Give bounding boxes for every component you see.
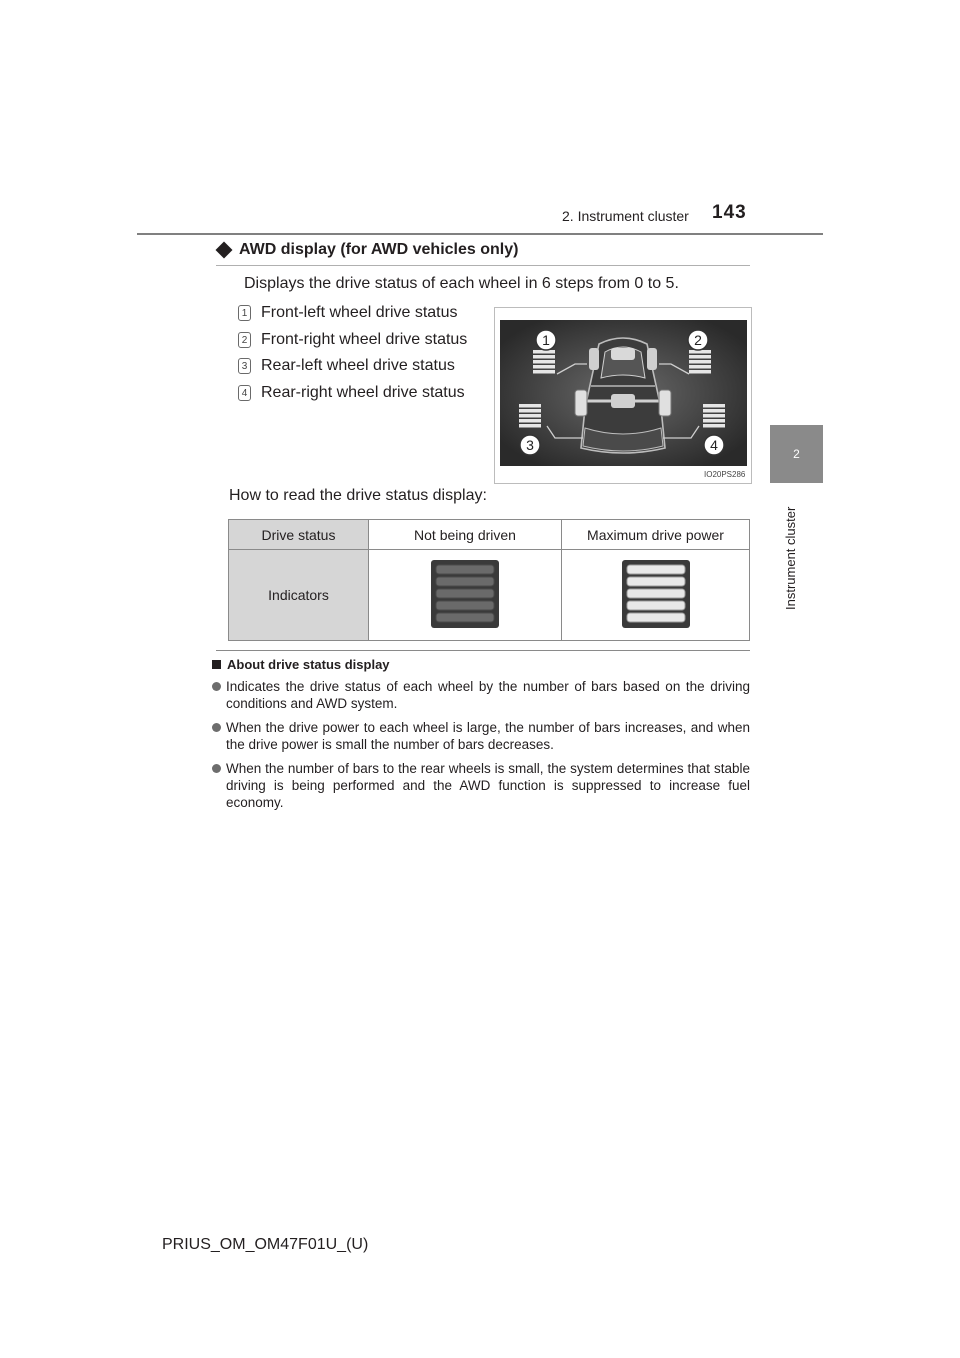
section-title bbox=[216, 241, 518, 259]
indicator-bar bbox=[627, 601, 685, 610]
about-bullet-1 bbox=[212, 678, 750, 712]
page-number: 143 bbox=[712, 202, 747, 223]
svg-text:2: 2 bbox=[694, 332, 702, 348]
wheel-bar bbox=[519, 414, 541, 418]
section-intro: Displays the drive status of each wheel in 6 steps from 0 to 5. bbox=[244, 275, 679, 292]
table-row-indicators bbox=[229, 550, 750, 641]
row-label-indicators: Indicators bbox=[229, 550, 369, 641]
wheel-bar bbox=[519, 409, 541, 413]
wheel-bar bbox=[689, 350, 711, 354]
section-title-text: AWD display (for AWD vehicles only) bbox=[239, 241, 519, 258]
about-bullet-2 bbox=[212, 719, 750, 753]
wheel-bar bbox=[689, 355, 711, 359]
header-not-being-driven: Not being driven bbox=[369, 520, 562, 550]
about-bullet-text: When the number of bars to the rear wheels is small, the system determines that stable driving is being performed and the AWD function is suppressed to increase fuel economy. bbox=[226, 761, 750, 810]
chapter-tab-label-text: Instrument cluster bbox=[783, 506, 798, 610]
about-heading-text: About drive status display bbox=[227, 657, 390, 672]
wheel-bar bbox=[533, 355, 555, 359]
legend-number: 4 bbox=[238, 385, 251, 401]
section-divider bbox=[216, 265, 750, 266]
wheel-bar bbox=[533, 350, 555, 354]
dot-bullet-icon bbox=[212, 764, 221, 773]
car-icon bbox=[575, 338, 671, 453]
indicator-bar bbox=[627, 577, 685, 586]
legend-text: Front-right wheel drive status bbox=[261, 331, 468, 348]
legend-item-front-left bbox=[238, 304, 458, 322]
chapter-tab-label bbox=[770, 490, 798, 610]
header-maximum-drive-power: Maximum drive power bbox=[562, 520, 750, 550]
wheel-bar bbox=[689, 370, 711, 374]
about-divider bbox=[216, 650, 750, 651]
wheel-bar bbox=[703, 409, 725, 413]
legend-item-front-right bbox=[238, 331, 467, 349]
svg-text:3: 3 bbox=[526, 437, 534, 453]
diamond-bullet-icon bbox=[216, 242, 233, 259]
dot-bullet-icon bbox=[212, 723, 221, 732]
callout-1 bbox=[536, 330, 556, 350]
wheel-bar bbox=[703, 404, 725, 408]
indicator-bar bbox=[627, 613, 685, 622]
legend-item-rear-left bbox=[238, 357, 455, 375]
wheel-bar bbox=[519, 424, 541, 428]
wheel-bar bbox=[519, 404, 541, 408]
drive-status-table bbox=[228, 519, 750, 641]
about-bullet-text: Indicates the drive status of each wheel by the number of bars based on the driving conditions and AWD system. bbox=[226, 679, 750, 711]
wheel-bar bbox=[533, 370, 555, 374]
wheel-bar bbox=[533, 365, 555, 369]
legend-item-rear-right bbox=[238, 384, 465, 402]
awd-display-illustration bbox=[494, 307, 752, 484]
callout-4 bbox=[704, 435, 724, 455]
svg-text:4: 4 bbox=[710, 437, 718, 453]
wheel-bar bbox=[519, 419, 541, 423]
legend-text: Rear-left wheel drive status bbox=[261, 357, 455, 374]
dot-bullet-icon bbox=[212, 682, 221, 691]
legend-text: Front-left wheel drive status bbox=[261, 304, 458, 321]
header-drive-status: Drive status bbox=[229, 520, 369, 550]
chapter-tab-number: 2 bbox=[770, 425, 823, 483]
wheel-bar bbox=[703, 419, 725, 423]
table-header-row bbox=[229, 520, 750, 550]
legend-text: Rear-right wheel drive status bbox=[261, 384, 465, 401]
wheel-bar bbox=[703, 414, 725, 418]
indicator-bar bbox=[436, 601, 494, 610]
about-bullet-3 bbox=[212, 760, 750, 811]
wheel-bar bbox=[689, 365, 711, 369]
callout-3 bbox=[520, 435, 540, 455]
legend-number: 3 bbox=[238, 358, 251, 374]
about-bullet-text: When the drive power to each wheel is large, the number of bars increases, and when the drive power is small the number of bars decreases. bbox=[226, 720, 750, 752]
callout-2 bbox=[688, 330, 708, 350]
cell-indicator-max-power bbox=[562, 550, 750, 641]
svg-text:1: 1 bbox=[542, 332, 550, 348]
wheel-bar bbox=[533, 360, 555, 364]
indicator-bar bbox=[436, 613, 494, 622]
awd-display-graphic bbox=[495, 308, 751, 483]
about-heading bbox=[212, 657, 390, 672]
wheel-bar bbox=[689, 360, 711, 364]
footer-doc-code: PRIUS_OM_OM47F01U_(U) bbox=[162, 1236, 369, 1253]
indicator-bar bbox=[436, 565, 494, 574]
indicator-bar bbox=[627, 565, 685, 574]
indicator-max-power-icon bbox=[621, 559, 691, 629]
indicator-not-driven-icon bbox=[430, 559, 500, 629]
indicator-bar bbox=[436, 589, 494, 598]
square-bullet-icon bbox=[212, 660, 221, 669]
header-divider bbox=[137, 233, 823, 235]
table-caption: How to read the drive status display: bbox=[229, 487, 487, 504]
illustration-code: IO20PS286 bbox=[704, 470, 746, 479]
cell-indicator-not-driven bbox=[369, 550, 562, 641]
indicator-bar bbox=[436, 577, 494, 586]
header-section-title: 2. Instrument cluster bbox=[562, 208, 689, 224]
wheel-bar bbox=[703, 424, 725, 428]
legend-number: 2 bbox=[238, 332, 251, 348]
legend-number: 1 bbox=[238, 305, 251, 321]
indicator-bar bbox=[627, 589, 685, 598]
